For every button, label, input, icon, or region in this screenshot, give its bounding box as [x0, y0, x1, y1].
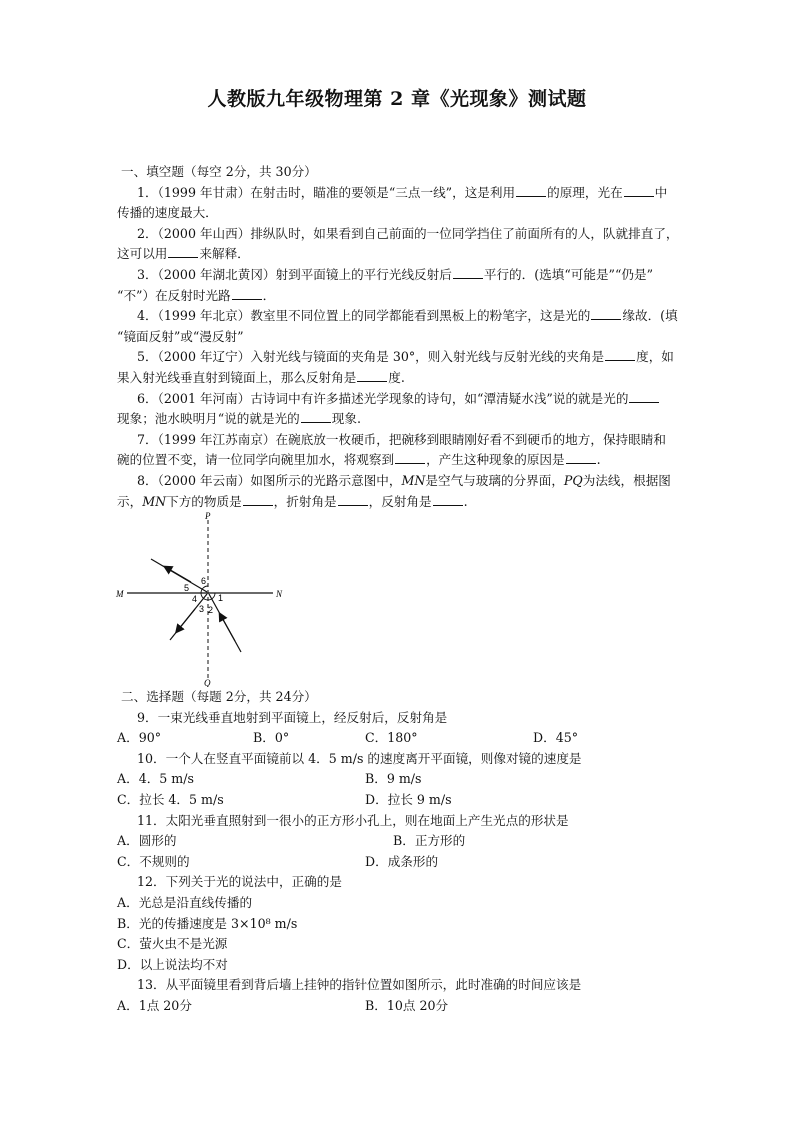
incident-ray-arrow: [221, 616, 235, 641]
option-c[interactable]: C．拉长 4．5 m/s: [117, 792, 224, 808]
section-1-heading: 一、填空题（每空 2分，共 30分）: [121, 164, 317, 179]
answer-blank[interactable]: [566, 451, 596, 464]
question-4: 4．（1999 年北京）教室里不同位置上的同学都能看到黑板上的粉笔字，这是光的 缘故．(填: [137, 308, 678, 324]
question-6-cont: 现象；池水映明月“说的就是光的 现象.: [117, 411, 361, 427]
label-n: N: [276, 589, 283, 600]
answer-blank[interactable]: [453, 266, 483, 279]
label-q: Q: [204, 678, 211, 688]
option-d[interactable]: D．拉长 9 m/s: [365, 792, 452, 808]
section-2-heading: 二、选择题（每题 2分，共 24分）: [121, 689, 317, 705]
option-c[interactable]: C．萤火虫不是光源: [117, 936, 228, 952]
answer-blank[interactable]: [605, 348, 635, 361]
light-path-diagram: [117, 512, 721, 687]
option-a[interactable]: A．1点 20分: [117, 998, 192, 1013]
option-a[interactable]: A．4．5 m/s: [117, 771, 194, 787]
answer-blank[interactable]: [624, 184, 654, 197]
answer-blank[interactable]: [243, 493, 273, 506]
answer-blank[interactable]: [168, 245, 198, 258]
light-path-svg: [115, 512, 315, 687]
question-8: 8．（2000 年云南）如图所示的光路示意图中，MN是空气与玻璃的分界面，PQ为法线，根据图: [137, 472, 671, 488]
question-13: 13．从平面镜里看到背后墙上挂钟的指针位置如图所示，此时准确的时间应该是: [137, 977, 582, 993]
question-7-cont: 碗的位置不变，请一位同学向碗里加水，将观察到 ，产生这种现象的原因是 .: [117, 452, 601, 468]
refracted-ray-arrow: [167, 568, 191, 582]
exam-content: [117, 162, 721, 1017]
question-9-options: [117, 728, 721, 749]
question-5: 5．（2000 年辽宁）入射光线与镜面的夹角是 30°，则入射光线与反射光线的夹角是 度，如: [137, 349, 674, 365]
angle-label-5: 5: [184, 583, 190, 594]
answer-blank[interactable]: [433, 493, 463, 506]
question-10-options-2: [117, 790, 721, 811]
option-b[interactable]: B．9 m/s: [365, 771, 422, 787]
question-3: 3．（2000 年湖北黄冈）射到平面镜上的平行光线反射后 平行的．(选填“可能是”“仍是”: [137, 266, 654, 282]
question-11-options-2: [117, 852, 721, 873]
question-2-cont: 这可以用 来解释．: [117, 246, 250, 262]
label-m: M: [116, 589, 124, 600]
angle-label-4: 4: [192, 594, 198, 605]
angle-label-2: 2: [208, 605, 214, 616]
question-13-options: [117, 996, 721, 1017]
page-title: 人教版九年级物理第 2 章《光现象》测试题: [207, 88, 587, 110]
reflected-ray-arrow: [178, 609, 195, 630]
angle-label-3: 3: [199, 604, 205, 615]
option-b[interactable]: B．10点 20分: [365, 998, 449, 1013]
option-d[interactable]: D．以上说法均不对: [117, 956, 228, 972]
option-c[interactable]: C．不规则的: [117, 853, 190, 869]
question-1-cont: 传播的速度最大．: [117, 205, 218, 221]
question-11-options-1: [117, 831, 721, 852]
question-4-cont: “镜面反射”或“漫反射”: [117, 328, 244, 344]
angle-label-1: 1: [218, 593, 224, 604]
option-b[interactable]: B．0°: [253, 730, 290, 746]
question-10-options-1: [117, 769, 721, 790]
option-a[interactable]: A．光总是沿直线传播的: [117, 895, 253, 911]
option-a[interactable]: A．圆形的: [117, 833, 177, 849]
question-1: 1．（1999 年甘肃）在射击时，瞄准的要领是“三点一线”，这是利用 的原理，光在 中: [137, 184, 668, 200]
answer-blank[interactable]: [338, 493, 368, 506]
question-11: 11．太阳光垂直照射到一很小的正方形小孔上，则在地面上产生光点的形状是: [137, 812, 569, 828]
label-p: P: [205, 512, 211, 522]
question-6: 6．（2001 年河南）古诗词中有许多描述光学现象的诗句，如“潭清疑水浅”说的就是光的: [117, 389, 721, 410]
question-12: 12．下列关于光的说法中，正确的是: [137, 874, 342, 890]
answer-blank[interactable]: [301, 410, 331, 423]
question-8-cont: 示，MN下方的物质是 ，折射角是 ，反射角是 .: [117, 493, 468, 509]
question-5-cont: 果入射光线垂直射到镜面上，那么反射角是 度.: [117, 369, 405, 385]
answer-blank[interactable]: [516, 184, 546, 197]
option-a[interactable]: A．90°: [117, 730, 162, 746]
answer-blank[interactable]: [395, 451, 425, 464]
angle-label-6: 6: [201, 576, 207, 587]
question-10: 10．一个人在竖直平面镜前以 4．5 m/s 的速度离开平面镜，则像对镜的速度是: [137, 750, 582, 766]
question-3-cont: “不”）在反射时光路 ．: [117, 287, 276, 303]
answer-blank[interactable]: [629, 390, 659, 403]
option-d[interactable]: D．成条形的: [365, 853, 439, 869]
answer-blank[interactable]: [591, 307, 621, 320]
option-b[interactable]: B．光的传播速度是 3×10⁸ m/s: [117, 915, 298, 931]
answer-blank[interactable]: [232, 287, 262, 300]
option-c[interactable]: C．180°: [365, 730, 418, 746]
question-2: 2．（2000 年山西）排纵队时，如果看到自己前面的一位同学挡住了前面所有的人，队就排直了，: [137, 225, 679, 241]
option-b[interactable]: B．正方形的: [393, 833, 466, 849]
question-9: 9．一束光线垂直地射到平面镜上，经反射后，反射角是: [137, 709, 448, 725]
answer-blank[interactable]: [357, 369, 387, 382]
question-7: 7．（1999 年江苏南京）在碗底放一枚硬币，把碗移到眼睛刚好看不到硬币的地方，保持眼睛和: [137, 431, 666, 447]
option-d[interactable]: D．45°: [533, 730, 579, 746]
